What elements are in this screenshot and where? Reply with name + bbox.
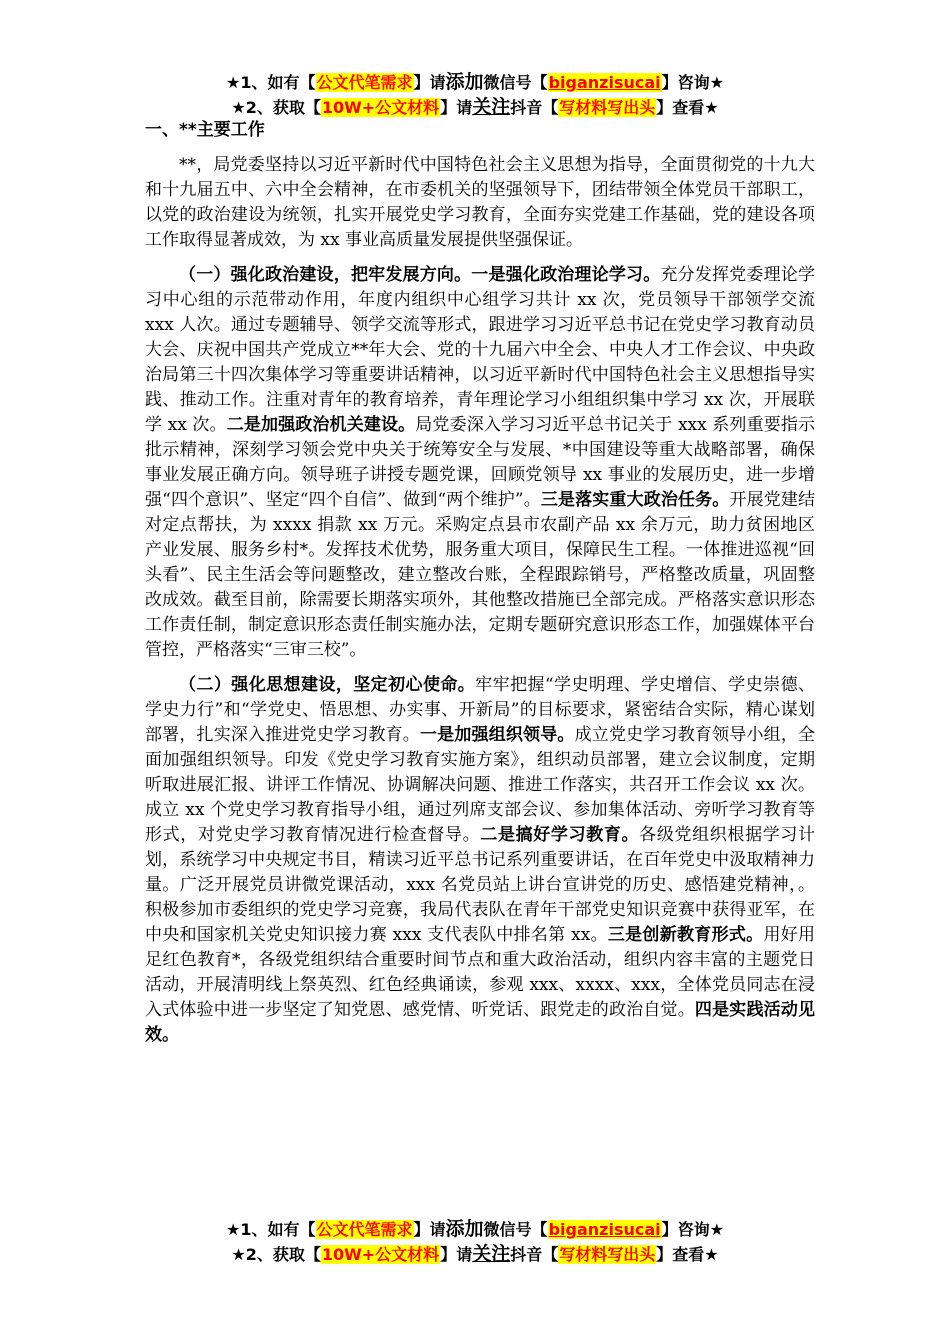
promo-text: 】咨询★	[661, 73, 724, 92]
promo-line-2	[0, 95, 950, 120]
document-body	[145, 118, 815, 1048]
promo-emphasis: 添加	[445, 1218, 484, 1240]
promo-highlight: 10W+公文材料	[321, 98, 440, 117]
promo-wechat-id: biganzisucai	[548, 1220, 661, 1239]
promo-wechat-id: biganzisucai	[548, 73, 661, 92]
promo-text: 】请	[413, 1220, 446, 1239]
paragraph-text: 用好用足红色教育*，各级党组织结合重要时间节点和重大政治活动，组织内容丰富的主题党日活动，开展清明线上祭英烈、红色经典诵读，参观 xxx、xxxx、xxx，全体党员同志在浸入式体验中进一步坚定了知党恩、感党情、听党话、跟党走的政治自觉。	[145, 925, 816, 1020]
promo-text: 抖音【	[510, 98, 559, 117]
promo-text: ★2、获取【	[231, 98, 321, 117]
paragraph-text: 各级党组织根据学习计划，系统学习中央规定书目，精读习近平总书记系列重要讲话，在百年党史中汲取精神力量。广泛开展党员讲微党课活动，xxx 名党员站上讲台宣讲党的历史、感悟建党精神，。积极参加市委组织的党史学习竞赛，我局代表队在青年干部党史知识竞赛中获得亚军，在中央和国家机关党史知识接力赛 xxx 支代表队中排名第 xx。	[145, 825, 816, 945]
paragraph-text: 开展党建结对定点帮扶，为 xxxx 捐款 xx 万元。采购定点县市农副产品 xx 余万元，助力贫困地区产业发展、服务乡村*。发挥技术优势，服务重大项目，保障民生工程。一体推进巡视“回头看”、民主生活会等问题整改，建立整改台账，全程跟踪销号，严格整改质量，巩固整改成效。截至目前，除需要长期落实项外，其他整改措施已全部完成。严格落实意识形态工作责任制，制定意识形态责任制实施办法，定期专题研究意识形态工作，加强媒体平台管控，严格落实“三审三校”。	[145, 490, 816, 660]
bold-lead: 三是创新教育形式。	[607, 925, 764, 945]
promo-text: ★2、获取【	[231, 1245, 321, 1264]
promo-text: 】查看★	[656, 1245, 719, 1264]
promo-highlight: 公文代笔需求	[316, 1220, 413, 1239]
top-promo-banner	[0, 70, 950, 120]
paragraph-political-building	[145, 263, 815, 663]
bold-lead: 四是实践活动见效。	[145, 1000, 816, 1045]
paragraph-text: 充分发挥党委理论学习中心组的示范带动作用，年度内组织中心组学习共计 xx 次，党员领导干部领学交流 xxx 人次。通过专题辅导、领学交流等形式，跟进学习习近平总书记在党史学习教育动员大会、庆祝中国共产党成立**年大会、党的十九届六中全会、中央人才工作会议、中央政治局第三十四次集体学习等重要讲话精神，以习近平新时代中国特色社会主义思想指导实践、推动工作。注重对青年的教育培养，青年理论学习小组组织集中学习 xx 次，开展联学 xx 次。	[145, 265, 816, 435]
promo-emphasis: 添加	[445, 71, 484, 93]
paragraph-text: 牢牢把握“学史明理、学史增信、学史崇德、学史力行”和“学党史、悟思想、办实事、开新局”的目标要求，紧密结合实际，精心谋划部署，扎实深入推进党史学习教育。	[145, 675, 815, 745]
section-heading: 一、**主要工作	[145, 120, 265, 140]
bold-lead: 二是搞好学习教育。	[480, 825, 640, 845]
promo-text: 】请	[413, 73, 446, 92]
promo-text: 微信号【	[483, 73, 548, 92]
promo-line-1	[0, 1217, 950, 1242]
promo-emphasis: 关注	[472, 1243, 511, 1265]
promo-text: 】查看★	[656, 98, 719, 117]
promo-emphasis: 关注	[472, 96, 511, 118]
paragraph-text: 局党委深入学习习近平总书记关于 xxx 系列重要指示批示精神，深刻学习领会党中央关于统筹安全与发展、*中国建设等重大战略部署，确保事业发展正确方向。领导班子讲授专题党课，回顾党领导 xx 事业的发展历史，进一步增强“四个意识”、坚定“四个自信”、做到“两个维护”。	[145, 415, 815, 510]
promo-highlight: 公文代笔需求	[316, 73, 413, 92]
promo-text: ★1、如有【	[226, 1220, 316, 1239]
paragraph-ideological-building	[145, 673, 815, 1048]
promo-highlight: 写材料写出头	[559, 98, 656, 117]
promo-highlight: 10W+公文材料	[321, 1245, 440, 1264]
paragraph-text: 成立党史学习教育领导小组，全面加强组织领导。印发《党史学习教育实施方案》，组织动员部署，建立会议制度，定期听取进展汇报、讲评工作情况、协调解决问题、推进工作落实，共召开工作会议 xx 次。成立 xx 个党史学习教育指导小组，通过列席支部会议、参加集体活动、旁听学习教育等形式，对党史学习教育情况进行检查督导。	[145, 725, 816, 845]
bold-lead: （二）强化思想建设，坚定初心使命。	[179, 675, 476, 695]
promo-text: 】请	[440, 98, 473, 117]
promo-line-2	[0, 1242, 950, 1267]
bottom-promo-banner	[0, 1217, 950, 1267]
promo-text: 抖音【	[510, 1245, 559, 1264]
bold-lead: 三是落实重大政治任务。	[540, 490, 730, 510]
promo-line-1	[0, 70, 950, 95]
bold-lead: 一是加强组织领导。	[419, 725, 575, 745]
intro-paragraph: **，局党委坚持以习近平新时代中国特色社会主义思想为指导，全面贯彻党的十九大和十九届五中、六中全会精神，在市委机关的坚强领导下，团结带领全体党员干部职工，以党的政治建设为统领，扎实开展党史学习教育，全面夯实党建工作基础，党的建设各项工作取得显著成效，为 xx 事业高质量发展提供坚强保证。	[145, 155, 815, 250]
promo-text: 】请	[440, 1245, 473, 1264]
promo-highlight: 写材料写出头	[559, 1245, 656, 1264]
bold-lead: 二是加强政治机关建设。	[226, 415, 416, 435]
promo-text: 微信号【	[483, 1220, 548, 1239]
promo-text: 】咨询★	[661, 1220, 724, 1239]
promo-text: ★1、如有【	[226, 73, 316, 92]
bold-lead: （一）强化政治建设，把牢发展方向。一是强化政治理论学习。	[179, 265, 661, 285]
